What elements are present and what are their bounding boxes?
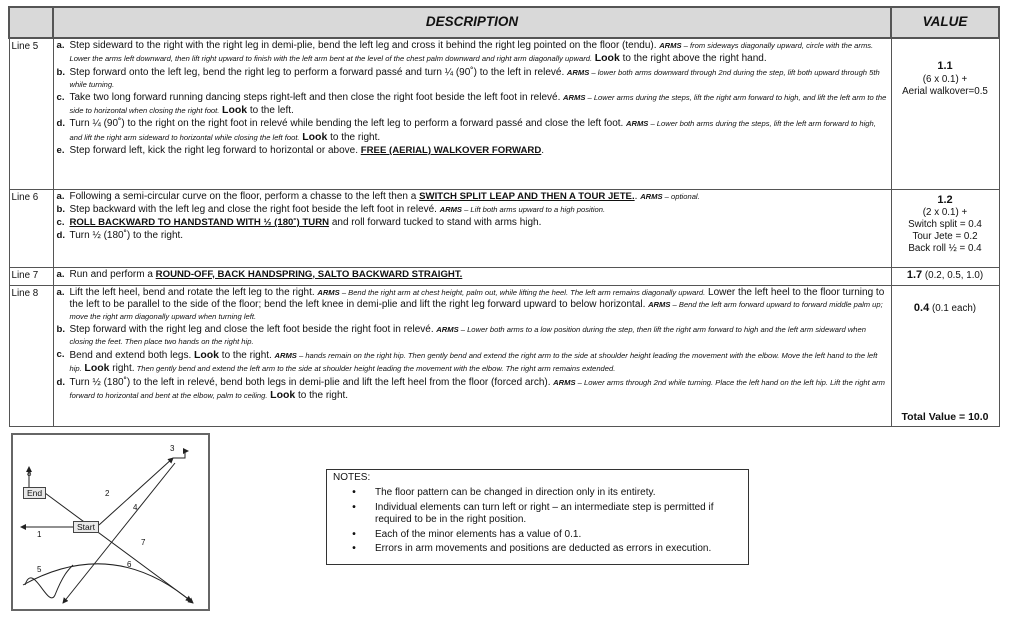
line5-value: 1.1 (6 x 0.1) + Aerial walkover=0.5 [891, 38, 999, 189]
bullet: • [352, 543, 356, 555]
list-item: c. Bend and extend both legs. Look to the right. ARMS – hands remain on the right hip. Then gently bend and extend the right arm to the side at shoulder height leading the movement with the elbow. Move the left hand to the left hip. Look right. Then gently bend and extend the left arm to the side at shoulder height leading the movement with the elbow. The right arm remains extended. [56, 348, 878, 375]
list-item: e. Step forward left, kick the right leg forward to horizontal or above. FREE (AERIAL) WALKOVER FORWARD. [56, 144, 545, 156]
list-item: d. Turn ¼ (90˚) to the right on the right foot in relevé while bending the left leg to perform a forward passé and close the left foot. ARMS – Lower both arms during the steps, lift the left arm forward to high, and lift the right arm sideward to horizontal while closing the left foot. Look to the right. [56, 118, 876, 143]
bullet: • [352, 487, 356, 499]
list-item: c. ROLL BACKWARD TO HANDSTAND WITH ½ (180˚) TURN and roll forward tucked to stand with arms high. [56, 217, 542, 229]
list-item: • The floor pattern can be changed in direction only in its entirety. [333, 487, 742, 499]
path-label: 4 [133, 503, 138, 512]
line-label: Line 7 [9, 267, 53, 285]
line8-value: 0.4 (0.1 each) Total Value = 10.0 [891, 285, 999, 426]
path-label: 5 [37, 565, 42, 574]
list-item: c. Take two long forward running dancing steps right-left and then close the right foot beside the left foot in relevé. ARMS – Lower arms during the steps, lift the right arm forward to high, and lift the left arm to the side to horizontal when closing the right foot. Look to the left. [56, 91, 887, 116]
path-label: 1 [37, 530, 42, 539]
list-item: a. Step sideward to the right with the right leg in demi-plie, bend the left leg and cross it behind the right leg pointed on the floor (tendu). ARMS – from sideways diagonally upward, circle with the arms. Lower the arms left downward, then lift right upward to finish with the left arm bent at the level of the chest palm downward and right arm diagonally upward. Look to the right above the right hand. [56, 40, 874, 65]
line7-description [53, 267, 891, 285]
notes-list [333, 487, 742, 555]
line6-description [53, 189, 891, 267]
line-label: Line 6 [9, 189, 53, 267]
list-item: b. Step backward with the left leg and close the right foot beside the left foot in relevé. ARMS – Lift both arms upward to a high position. [56, 203, 606, 215]
table-header [9, 7, 999, 38]
line6-value: 1.2 (2 x 0.1) + Switch split = 0.4 Tour Jete = 0.2 Back roll ½ = 0.4 [891, 189, 999, 267]
header-description: DESCRIPTION [53, 7, 891, 38]
start-marker: Start [73, 521, 99, 533]
header-blank [9, 7, 53, 38]
list-item: d. Turn ½ (180˚) to the left in relevé, bend both legs in demi-plie and lift the left heel from the floor (forced arch). ARMS – Lower arms through 2nd while turning. Place the left hand on the left hip. Lift the right arm forward to horizontal and bent at the elbow, palm to ceiling. Look to the right. [56, 376, 885, 401]
line-label: Line 5 [9, 38, 53, 189]
total-value: Total Value = 10.0 [901, 410, 989, 423]
line-label: Line 8 [9, 285, 53, 426]
line5-description [53, 38, 891, 189]
table-row-line8 [9, 285, 999, 426]
notes-title: NOTES: [333, 472, 371, 483]
list-item: a. Following a semi-circular curve on the floor, perform a chasse to the left then a SWITCH SPLIT LEAP AND THEN A TOUR JETE.. ARMS – optional. [56, 190, 700, 202]
line7-value: 1.7 (0.2, 0.5, 1.0) [891, 267, 999, 285]
list-item: • Each of the minor elements has a value of 0.1. [333, 529, 742, 541]
bullet: • [352, 502, 356, 514]
header-value: VALUE [891, 7, 999, 38]
bullet: • [352, 528, 356, 540]
path-label: 3 [170, 444, 175, 453]
line8-description [53, 285, 891, 426]
path-label: 6 [127, 560, 132, 569]
floor-pattern-svg [13, 435, 208, 609]
table-row-line6 [9, 189, 999, 267]
floor-pattern-diagram [11, 433, 210, 611]
list-item: b. Step forward onto the left leg, bend the right leg to perform a forward passé and turn ¼ (90˚) to the left in relevé. ARMS – lower both arms downward through 2nd during the step, lift both upward through 5th while turning. [56, 66, 880, 89]
routine-table [8, 6, 1000, 427]
list-item: • Individual elements can turn left or right – an intermediate step is permitted if required to be in the right position. [333, 502, 742, 526]
list-item: • Errors in arm movements and positions are deducted as errors in execution. [333, 543, 742, 555]
list-item: b. Step forward with the right leg and close the left foot beside the right foot in relevé. ARMS – Lower both arms to a low position during the step, then lift the right arm forward to high and the left arm sideward when closing the feet. Then place two hands on the right hip. [56, 323, 866, 347]
table-row-line5 [9, 38, 999, 189]
path-label: 8 [27, 469, 32, 478]
table-row-line7 [9, 267, 999, 285]
list-item: a. Run and perform a ROUND-OFF, BACK HANDSPRING, SALTO BACKWARD STRAIGHT. [56, 268, 463, 280]
path-label: 2 [105, 489, 110, 498]
notes-box [326, 469, 749, 565]
list-item: a. Lift the left heel, bend and rotate the left leg to the right. ARMS – Bend the right arm at chest height, palm out, while lifting the heel. The left arm remains diagonally upward. Lower the left heel to the floor turning to the left to be parallel to the side of the floor; bend the left knee in demi-plie and lift the right leg forward upward to below horizontal. ARMS – Bend the left arm forward upward to forward middle palm up; move the right arm diagonally upward when turning left. [56, 286, 885, 322]
path-label: 7 [141, 538, 146, 547]
list-item: d. Turn ½ (180˚) to the right. [56, 230, 184, 242]
end-marker: End [23, 487, 46, 499]
